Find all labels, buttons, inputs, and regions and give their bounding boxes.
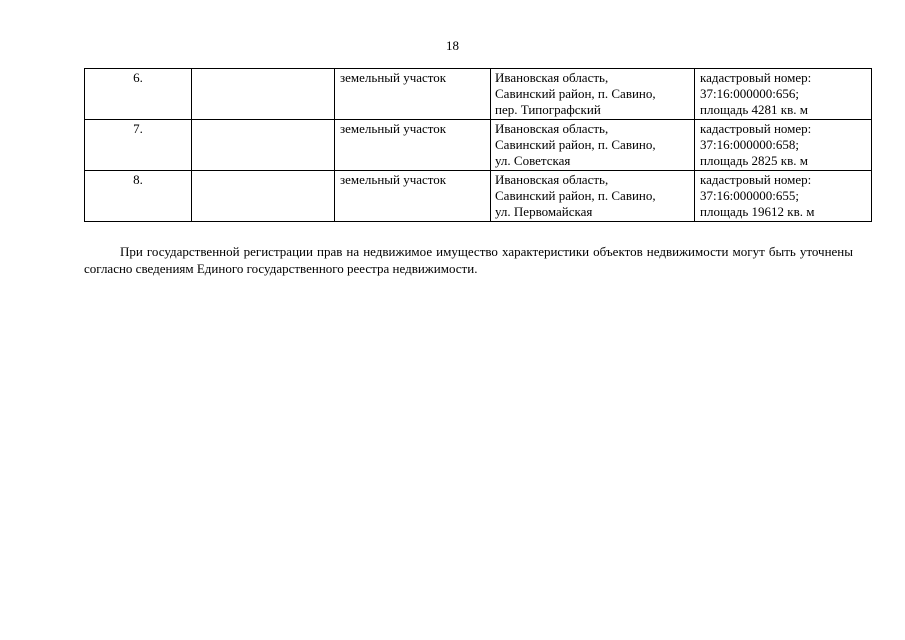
page-number: 18 bbox=[446, 38, 459, 53]
empty-cell bbox=[192, 69, 335, 120]
details-line: 37:16:000000:658; bbox=[700, 137, 799, 152]
address-line: Ивановская область, bbox=[495, 172, 609, 187]
details-line: площадь 4281 кв. м bbox=[700, 102, 808, 117]
address-line: Савинский район, п. Савино, bbox=[495, 137, 656, 152]
details-line: 37:16:000000:655; bbox=[700, 188, 799, 203]
address-cell bbox=[491, 69, 695, 120]
details-line: кадастровый номер: bbox=[700, 172, 812, 187]
empty-cell bbox=[192, 120, 335, 171]
details-cell bbox=[695, 120, 872, 171]
details-line: площадь 19612 кв. м bbox=[700, 204, 815, 219]
address-line: ул. Советская bbox=[495, 153, 571, 168]
details-cell bbox=[695, 171, 872, 222]
table-row bbox=[85, 171, 872, 222]
row-number-cell: 8. bbox=[85, 171, 192, 222]
address-cell bbox=[491, 120, 695, 171]
address-line: пер. Типографский bbox=[495, 102, 601, 117]
row-number-cell: 7. bbox=[85, 120, 192, 171]
registration-note: При государственной регистрации прав на недвижимое имущество характеристики объектов недвижимости могут быть уточнены согласно сведениям Единого государственного реестра недвижимости. bbox=[84, 244, 853, 276]
row-number-cell: 6. bbox=[85, 69, 192, 120]
empty-cell bbox=[192, 171, 335, 222]
address-line: Савинский район, п. Савино, bbox=[495, 188, 656, 203]
details-line: кадастровый номер: bbox=[700, 70, 812, 85]
address-cell bbox=[491, 171, 695, 222]
object-type-cell: земельный участок bbox=[335, 69, 491, 120]
details-line: 37:16:000000:656; bbox=[700, 86, 799, 101]
address-line: Ивановская область, bbox=[495, 121, 609, 136]
table-row bbox=[85, 120, 872, 171]
address-line: Ивановская область, bbox=[495, 70, 609, 85]
details-cell bbox=[695, 69, 872, 120]
details-line: площадь 2825 кв. м bbox=[700, 153, 808, 168]
details-line: кадастровый номер: bbox=[700, 121, 812, 136]
object-type-cell: земельный участок bbox=[335, 171, 491, 222]
object-type-cell: земельный участок bbox=[335, 120, 491, 171]
table-row bbox=[85, 69, 872, 120]
property-table bbox=[84, 68, 872, 222]
address-line: Савинский район, п. Савино, bbox=[495, 86, 656, 101]
address-line: ул. Первомайская bbox=[495, 204, 593, 219]
